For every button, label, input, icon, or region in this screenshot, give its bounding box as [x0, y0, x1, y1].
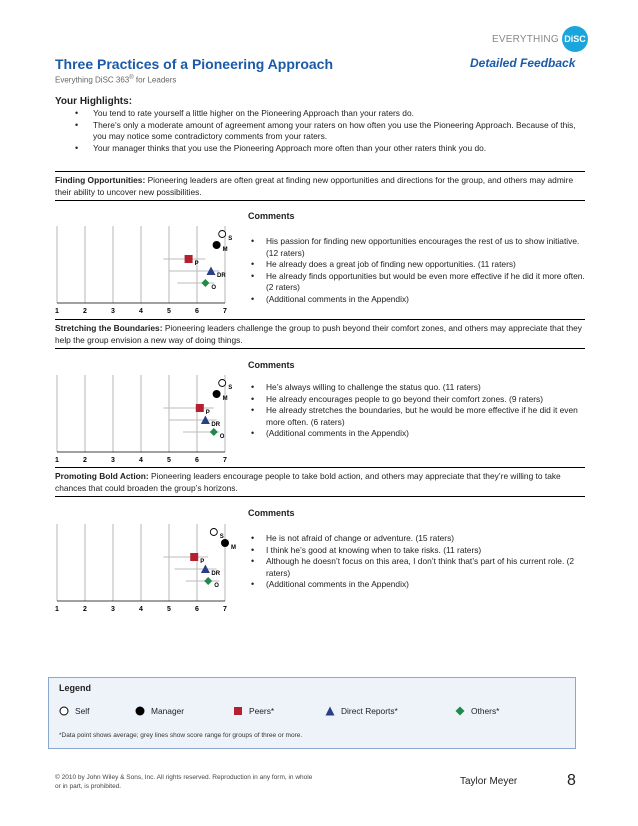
manager-marker	[221, 539, 229, 547]
peers-marker	[196, 404, 204, 412]
x-tick-label: 3	[111, 308, 115, 315]
everything-disc-logo	[492, 26, 588, 52]
section-heading-label: Stretching the Boundaries:	[55, 323, 163, 333]
legend-label: Self	[75, 706, 90, 716]
highlights-list	[75, 108, 585, 154]
legend-title: Legend	[59, 683, 92, 693]
subtitle-text: Everything DiSC 363	[55, 75, 130, 85]
comment-item: • He is not afraid of change or adventure. (15 raters)	[248, 533, 588, 545]
chart-svg	[55, 510, 240, 622]
point-label: S	[219, 534, 224, 540]
score-chart-stretching-boundaries	[55, 361, 240, 464]
legend-item-direct-reports	[325, 706, 398, 716]
comments-title: Comments	[248, 211, 295, 221]
comments-list	[248, 533, 588, 591]
point-label: S	[228, 236, 233, 242]
x-tick-label: 1	[55, 308, 59, 315]
x-tick-label: 3	[111, 457, 115, 464]
chart-svg	[55, 212, 240, 324]
score-chart-promoting-bold-action	[55, 510, 240, 613]
section-description: Pioneering leaders challenge the group to push beyond their comfort zones, and others may appreciate that they help the group envision a new way of doing things.	[55, 323, 582, 345]
comment-item: • (Additional comments in the Appendix)	[248, 579, 588, 591]
highlight-item: • There’s only a moderate amount of agreement among your raters on how often you use the Pioneering Approach. Because of this, you may notice some contradictory comments from your raters.	[75, 120, 585, 143]
x-tick-label: 5	[167, 606, 171, 613]
point-label: DR	[211, 422, 221, 428]
others-marker	[201, 279, 209, 287]
x-tick-label: 5	[167, 457, 171, 464]
section-heading-label: Promoting Bold Action:	[55, 471, 149, 481]
legend-label: Peers*	[249, 706, 275, 716]
point-label: DR	[217, 273, 226, 279]
chart-svg	[55, 361, 240, 473]
manager-marker	[213, 241, 221, 249]
disc-logo-badge: DiSC	[562, 26, 588, 52]
x-tick-label: 4	[139, 606, 143, 613]
section-heading-promoting-bold-action	[55, 467, 585, 497]
section-description: Pioneering leaders are often great at finding new opportunities and directions for the group, and others may admire their ability to uncover new possibilities.	[55, 175, 574, 197]
legend-label: Direct Reports*	[341, 706, 398, 716]
x-tick-label: 1	[55, 457, 59, 464]
comment-item: • His passion for finding new opportunities encourages the rest of us to show initiative. (12 raters)	[248, 236, 588, 259]
x-tick-label: 7	[223, 606, 227, 613]
x-tick-label: 6	[195, 308, 199, 315]
legend-label: Manager	[151, 706, 185, 716]
filled-circle-icon	[135, 706, 145, 716]
self-marker	[210, 529, 217, 536]
page-subtitle	[55, 75, 176, 85]
legend-item-manager	[135, 706, 184, 716]
legend-label: Others*	[471, 706, 500, 716]
subtitle-suffix: for Leaders	[133, 75, 177, 85]
square-icon	[233, 706, 243, 716]
peers-marker	[185, 255, 193, 263]
x-tick-label: 6	[195, 457, 199, 464]
page-title: Three Practices of a Pioneering Approach	[55, 56, 334, 72]
legend-item-self	[59, 706, 89, 716]
comments-list	[248, 236, 588, 305]
x-tick-label: 2	[83, 457, 87, 464]
triangle-icon	[325, 706, 335, 716]
x-tick-label: 7	[223, 308, 227, 315]
comment-item: • (Additional comments in the Appendix)	[248, 294, 588, 306]
comment-item: • I think he’s good at knowing when to take risks. (11 raters)	[248, 545, 588, 557]
highlight-item: • Your manager thinks that you use the Pioneering Approach more often than your other raters think you do.	[75, 143, 585, 155]
legend-box	[48, 677, 576, 749]
comments-title: Comments	[248, 360, 295, 370]
x-tick-label: 5	[167, 308, 171, 315]
point-label: DR	[211, 571, 221, 577]
comments-list	[248, 382, 588, 440]
comment-item: • (Additional comments in the Appendix)	[248, 428, 588, 440]
highlights-title: Your Highlights:	[55, 96, 133, 107]
comments-title: Comments	[248, 508, 295, 518]
section-heading-stretching-boundaries	[55, 319, 585, 349]
comment-item: • He’s always willing to challenge the status quo. (11 raters)	[248, 382, 588, 394]
logo-wordmark: EVERYTHING	[492, 34, 559, 45]
point-label: S	[228, 385, 233, 391]
comment-item: • Although he doesn’t focus on this area, I don’t think that’s part of his current role. (2 raters)	[248, 556, 588, 579]
report-tag: Detailed Feedback	[470, 56, 576, 70]
x-tick-label: 3	[111, 606, 115, 613]
comment-item: • He already does a great job of finding new opportunities. (11 raters)	[248, 259, 588, 271]
legend-note: *Data point shows average; grey lines show score range for groups of three or more.	[59, 732, 303, 739]
self-marker	[219, 231, 226, 238]
score-chart-finding-opportunities	[55, 212, 240, 315]
point-label: O	[214, 583, 219, 589]
open-circle-icon	[59, 706, 69, 716]
section-heading-finding-opportunities	[55, 171, 585, 201]
others-marker	[210, 428, 218, 436]
comment-item: • He already finds opportunities but would be even more effective if he did it more often. (2 raters)	[248, 271, 588, 294]
section-description: Pioneering leaders encourage people to take bold action, and others may appreciate that they’re willing to take chances that could broaden the group’s horizons.	[55, 471, 561, 493]
copyright-notice: © 2010 by John Wiley & Sons, Inc. All rights reserved. Reproduction in any form, in whole or in part, is prohibited.	[55, 774, 313, 790]
point-label: P	[200, 559, 205, 565]
point-label: M	[231, 545, 236, 551]
x-tick-label: 4	[139, 457, 143, 464]
person-name: Taylor Meyer	[460, 776, 518, 787]
registered-mark: ®	[129, 75, 134, 81]
comment-item: • He already stretches the boundaries, but he would be more effective if he did it even more often. (6 raters)	[248, 405, 588, 428]
point-label: M	[222, 247, 228, 253]
x-tick-label: 1	[55, 606, 59, 613]
highlight-item: • You tend to rate yourself a little higher on the Pioneering Approach than your raters do.	[75, 108, 585, 120]
comment-item: • He already encourages people to go beyond their comfort zones. (9 raters)	[248, 394, 588, 406]
point-label: P	[194, 261, 199, 267]
x-tick-label: 2	[83, 606, 87, 613]
x-tick-label: 2	[83, 308, 87, 315]
manager-marker	[213, 390, 221, 398]
peers-marker	[190, 553, 198, 561]
point-label: P	[205, 410, 210, 416]
legend-item-others	[455, 706, 499, 716]
x-tick-label: 7	[223, 457, 227, 464]
diamond-icon	[455, 706, 465, 716]
legend-item-peers	[233, 706, 274, 716]
x-tick-label: 6	[195, 606, 199, 613]
page-number: 8	[567, 772, 576, 789]
point-label: M	[222, 396, 228, 402]
point-label: O	[219, 434, 225, 440]
others-marker	[204, 577, 212, 585]
self-marker	[219, 380, 226, 387]
x-tick-label: 4	[139, 308, 143, 315]
section-heading-label: Finding Opportunities:	[55, 175, 146, 185]
point-label: O	[211, 285, 217, 291]
